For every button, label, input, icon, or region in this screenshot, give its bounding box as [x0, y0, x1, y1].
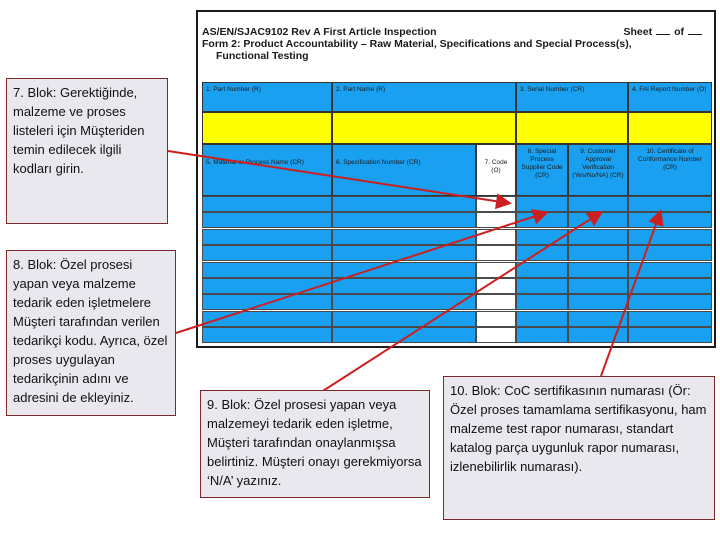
- callout-block7: 7. Blok: Gerektiğinde, malzeme ve proses listeleri için Müşteriden temin edilecek ilgili kodları girin.: [6, 78, 168, 224]
- form-title-line2: Form 2: Product Accountability – Raw Material, Specifications and Special Process(s),: [202, 38, 632, 50]
- callout-block9: 9. Blok: Özel prosesi yapan veya malzemeyi tedarik eden işletme, Müşteri tarafından onaylanmışsa belirtiniz. Müşteri onayı gerekmiyorsa ‘N/A’ yazınız.: [200, 390, 430, 498]
- header-material-process: 5. Material or Process Name (CR): [202, 144, 332, 196]
- form-title-line3: Functional Testing: [216, 50, 309, 62]
- header-part-number: 1. Part Number (R): [202, 82, 332, 112]
- arrow-block8: [176, 213, 545, 333]
- arrow-block7: [168, 151, 508, 203]
- header-special-process: 8. Special Process Supplier Code (CR): [516, 144, 568, 196]
- form-title-line1: AS/EN/SJAC9102 Rev A First Article Inspection: [202, 26, 437, 38]
- header-certificate: 10. Certificate of Conformance Number (CR): [628, 144, 712, 196]
- callout-block10: 10. Blok: CoC sertifikasının numarası (Ör: Özel proses tamamlama sertifikasyonu, ham malzeme test rapor numarası, standart katalog parça uygunluk rapor numarası, izlenebilirlik numarası).: [443, 376, 715, 520]
- sheet-label: Sheet: [623, 26, 653, 38]
- header-fai-report: 4. FAI Report Number (O): [628, 82, 712, 112]
- header-code: 7. Code (O): [476, 144, 516, 196]
- header-part-name: 2. Part Name (R): [332, 82, 516, 112]
- of-label: of: [674, 26, 684, 38]
- header-customer-approval: 9. Customer Approval Verification (Yes/No/NA) (CR): [568, 144, 628, 196]
- callout-block8: 8. Blok: Özel prosesi yapan veya malzeme tedarik eden işletmelere Müşteri tarafından verilen tedarikçi kodu. Ayrıca, özel proses uygulayan tedarikçinin adını ve adresini de ekleyiniz.: [6, 250, 176, 416]
- arrow-block10: [601, 213, 660, 376]
- header-serial-number: 3. Serial Number (CR): [516, 82, 628, 112]
- header-specification: 6. Specification Number (CR): [332, 144, 476, 196]
